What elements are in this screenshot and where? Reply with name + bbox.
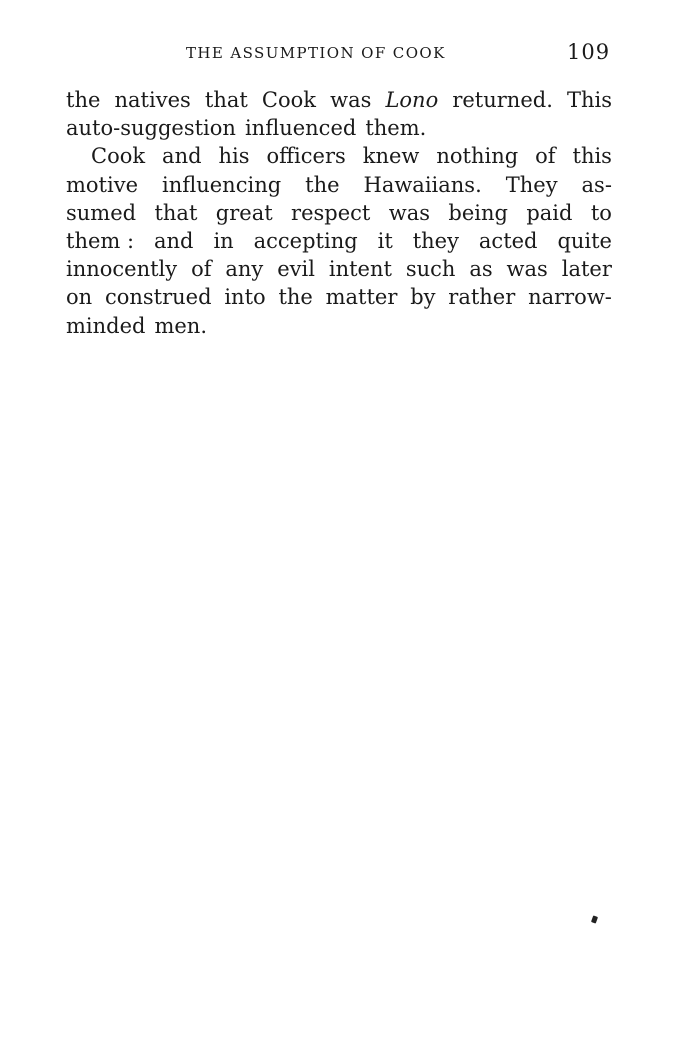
word: influencing [161, 172, 282, 197]
word: evil [277, 257, 315, 282]
text-line [66, 283, 612, 311]
word: great [215, 200, 273, 225]
word: acted [478, 228, 538, 253]
word: motive [66, 172, 139, 197]
word: men. [154, 313, 208, 338]
word: minded [66, 313, 146, 338]
word: the [278, 285, 313, 310]
word: as- [581, 172, 612, 197]
word: later [561, 257, 612, 282]
word: natives [114, 88, 191, 112]
word: was [506, 257, 548, 282]
word: Lono [385, 88, 439, 112]
text-line [66, 142, 612, 170]
text-line [66, 227, 612, 255]
text-line [66, 86, 612, 114]
word: intent [328, 257, 392, 282]
word: accepting [253, 228, 358, 253]
word: returned. [452, 88, 553, 112]
word: to [590, 200, 612, 225]
word: matter [325, 285, 398, 310]
print-fleck [591, 915, 598, 923]
word: by [410, 285, 436, 310]
word: Cook [91, 144, 146, 169]
word: and [154, 228, 194, 253]
word: construed [104, 285, 212, 310]
word: Hawaiians. [363, 172, 482, 197]
word: and [162, 144, 202, 169]
text-line [66, 199, 612, 227]
word: respect [291, 200, 371, 225]
word: any [225, 257, 264, 282]
word: his [218, 144, 250, 169]
word: Cook [261, 88, 316, 112]
text-line [66, 171, 612, 199]
word: sumed [66, 200, 137, 225]
word: as [469, 257, 493, 282]
word: into [224, 285, 266, 310]
word: it [377, 228, 393, 253]
body-text [66, 86, 612, 340]
word: auto-suggestion [66, 116, 236, 141]
word: them : [66, 228, 135, 253]
word: nothing [436, 144, 519, 169]
word: in [213, 228, 234, 253]
word: the [66, 88, 101, 112]
word: influenced [244, 116, 357, 141]
word: of [191, 257, 212, 282]
word: the [305, 172, 340, 197]
word: them. [365, 116, 427, 141]
running-head: THE ASSUMPTION OF COOK [186, 44, 446, 62]
text-line [66, 114, 612, 142]
word: This [566, 88, 612, 112]
word: that [204, 88, 248, 112]
word: that [154, 200, 198, 225]
word: narrow- [528, 285, 612, 310]
word: being [448, 200, 508, 225]
word: this [572, 144, 612, 169]
word: quite [557, 228, 612, 253]
word: innocently [66, 257, 178, 282]
word: paid [526, 200, 573, 225]
text-line [66, 255, 612, 283]
word: such [405, 257, 456, 282]
word: was [388, 200, 431, 225]
word: They [505, 172, 558, 197]
word: officers [266, 144, 346, 169]
word: of [535, 144, 556, 169]
page-number: 109 [567, 40, 611, 64]
text-line [66, 312, 612, 340]
word: they [412, 228, 459, 253]
word: on [66, 285, 93, 310]
word: knew [362, 144, 420, 169]
word: was [330, 88, 372, 112]
word: rather [448, 285, 516, 310]
